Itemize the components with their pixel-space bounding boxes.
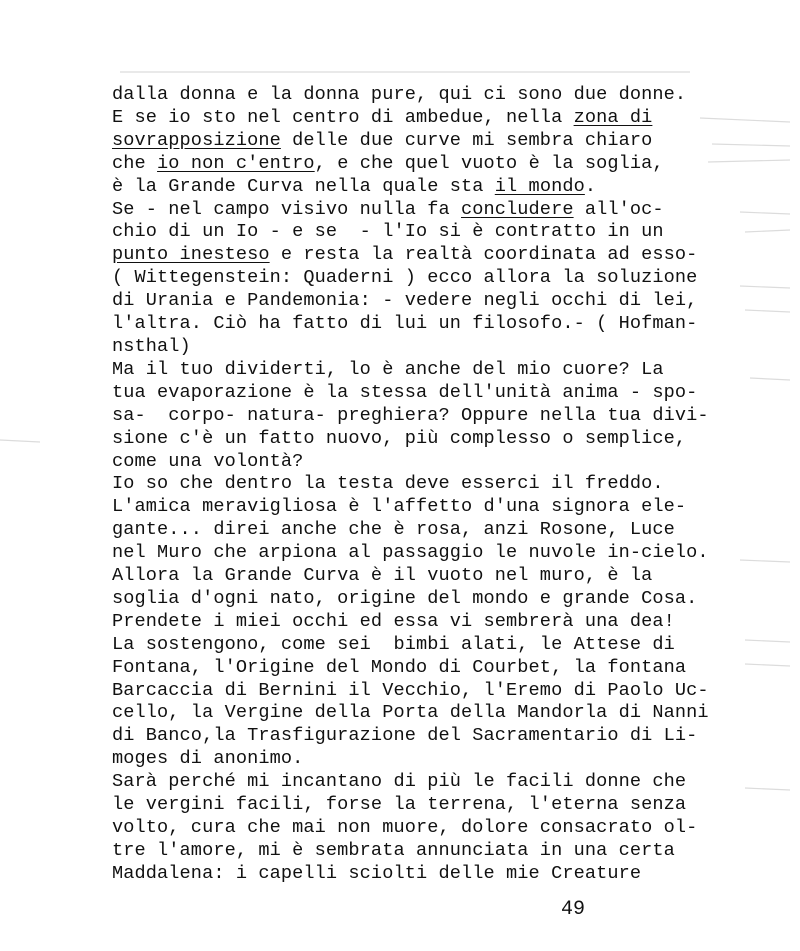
text-line [112,680,712,703]
text-run: le vergini facili, forse la terrena, l'eterna senza [112,794,687,816]
underlined-phrase: io non c'entro [157,152,315,174]
text-line [112,588,712,611]
text-run: nel Muro che arpiona al passaggio le nuvole in-cielo. [112,542,709,564]
text-run: E se io sto nel centro di ambedue, nella [112,106,574,128]
text-line [112,657,712,680]
underlined-phrase: sovrapposizione [112,129,281,151]
text-run: Fontana, l'Origine del Mondo di Courbet, la fontana [112,656,687,678]
text-line [112,451,712,474]
text-run: tre l'amore, mi è sembrata annunciata in una certa [112,839,675,861]
text-run: di Banco,la Trasfigurazione del Sacramentario di Li- [112,725,698,747]
text-run: moges di anonimo. [112,748,304,770]
text-run: soglia d'ogni nato, origine del mondo e grande Cosa. [112,587,698,609]
text-line [112,771,712,794]
text-run: e resta la realtà coordinata ad esso- [269,244,698,266]
underlined-phrase: punto inesteso [112,244,270,266]
text-line [112,176,712,199]
text-line [112,496,712,519]
text-run: Maddalena: i capelli sciolti delle mie Creature [112,862,642,884]
text-line [112,84,712,107]
text-run: Prendete i miei occhi ed essa vi sembrerà una dea! [112,610,675,632]
text-line [112,748,712,771]
text-run: Barcaccia di Bernini il Vecchio, l'Eremo di Paolo Uc- [112,679,709,701]
text-line [112,336,712,359]
text-run: , e che quel vuoto è la soglia, [314,152,664,174]
text-run: Allora la Grande Curva è il vuoto nel muro, è la [112,565,653,587]
text-run: è la Grande Curva nella quale sta [112,175,495,197]
text-run: sione c'è un fatto nuovo, più complesso o semplice, [112,427,687,449]
text-run: dalla donna e la donna pure, qui ci sono due donne. [112,84,687,105]
text-line [112,817,712,840]
text-line [112,405,712,428]
text-run: volto, cura che mai non muore, dolore consacrato ol- [112,817,698,838]
text-line [112,840,712,863]
text-line [112,519,712,542]
text-line [112,565,712,588]
body-text [112,84,712,886]
text-run: cello, la Vergine della Porta della Mandorla di Nanni [112,702,709,724]
text-run: Ma il tuo dividerti, lo è anche del mio cuore? La [112,358,664,380]
text-run: gante... direi anche che è rosa, anzi Rosone, Luce [112,519,675,541]
text-line [112,359,712,382]
text-run: sa- corpo- natura- preghiera? Oppure nella tua divi- [112,404,709,426]
underlined-phrase: zona di [573,106,653,128]
text-run: delle due curve mi sembra chiaro [280,129,653,151]
underlined-phrase: concludere [461,198,574,220]
text-line [112,107,712,130]
text-line [112,634,712,657]
text-line [112,290,712,313]
underlined-phrase: il mondo [494,175,585,197]
text-run: Sarà perché mi incantano di più le facili donne che [112,771,687,793]
text-line [112,313,712,336]
text-line [112,611,712,634]
text-run: Io so che dentro la testa deve esserci il freddo. [112,473,664,495]
text-line [112,221,712,244]
text-run: di Urania e Pandemonia: - vedere negli occhi di lei, [112,290,698,312]
text-line [112,863,712,886]
text-line [112,382,712,405]
text-line [112,244,712,267]
text-line [112,542,712,565]
text-run: La sostengono, come sei bimbi alati, le Attese di [112,633,675,655]
text-run: Se - nel campo visivo nulla fa [112,198,461,220]
text-run: come una volontà? [112,450,304,472]
text-run: chio di un Io - e se - l'Io si è contratto in un [112,221,664,243]
text-line [112,130,712,153]
text-line [112,702,712,725]
text-line [112,794,712,817]
page-number: 49 [561,898,586,921]
text-run: ( Wittegenstein: Quaderni ) ecco allora la soluzione [112,267,698,289]
text-line [112,473,712,496]
text-run: all'oc- [573,198,664,220]
text-run: L'amica meravigliosa è l'affetto d'una signora ele- [112,496,687,518]
text-run: l'altra. Ciò ha fatto di lui un filosofo.- ( Hofman- [112,313,698,335]
text-line [112,725,712,748]
text-run: tua evaporazione è la stessa dell'unità anima - spo- [112,381,698,403]
text-line [112,199,712,222]
text-line [112,267,712,290]
text-line [112,428,712,451]
text-run: che [112,152,158,174]
text-run: nsthal) [112,335,191,357]
text-run: . [584,175,597,197]
text-line [112,153,712,176]
